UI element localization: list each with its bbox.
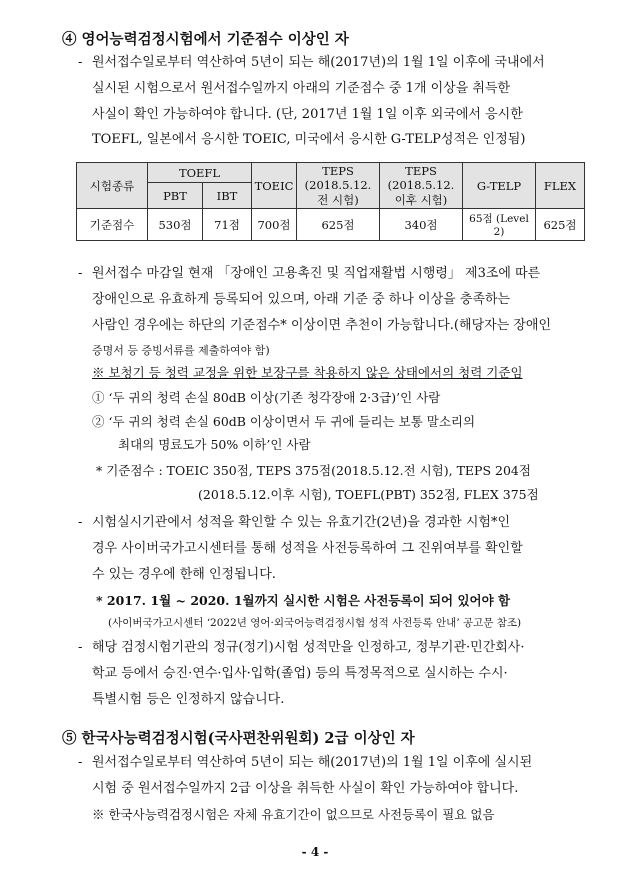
cell-ibt: 71점 — [203, 209, 252, 241]
cell-pbt: 530점 — [148, 209, 203, 241]
header-flex: FLEX — [536, 163, 585, 209]
paragraph-line: 원서접수일로부터 역산하여 5년이 되는 해(2017년)의 1월 1일 이후에 실시된 — [92, 755, 533, 770]
header-teps-before: TEPS (2018.5.12. 전 시험) — [297, 163, 380, 209]
paragraph-line: 사람인 경우에는 하단의 기준점수* 이상이면 추천이 가능합니다.(해당자는 장애인 — [92, 318, 552, 333]
paragraph-line: 경우 사이버국가고시센터를 통해 성적을 사전등록하여 그 진위여부를 확인할 — [92, 541, 523, 556]
criteria-item-1: ① ‘두 귀의 청력 손실 80dB 이상(기존 청각장애 2·3급)’인 사람 — [92, 390, 441, 405]
reference-score-line: * 기준점수 : TOEIC 350점, TEPS 375점(2018.5.12.전 시험), TEPS 204점 — [96, 463, 531, 478]
cell-toeic: 700점 — [252, 209, 297, 241]
paragraph-line: 수 있는 경우에 한해 인정됩니다. — [92, 567, 276, 582]
header-toeic: TOEIC — [252, 163, 297, 209]
paragraph-line: 장애인으로 유효하게 등록되어 있으며, 아래 기준 중 하나 이상을 충족하는 — [92, 292, 511, 307]
section-4-title: ④ 영어능력검정시험에서 기준점수 이상인 자 — [62, 31, 349, 48]
paragraph-line: 특별시험 등은 인정하지 않습니다. — [92, 692, 285, 707]
header-toefl: TOEFL — [148, 163, 252, 183]
paragraph-line: 해당 검정시험기관의 정규(정기)시험 성적만을 인정하고, 정부기관·민간회사· — [92, 640, 525, 655]
pre-registration-note: * 2017. 1월 ~ 2020. 1월까지 실시한 시험은 사전등록이 되어 있어야 함 — [96, 593, 511, 608]
header-exam-type: 시험종류 — [77, 163, 148, 209]
paragraph-line: 사실이 확인 가능하여야 합니다. (단, 2017년 1월 1일 이후 외국에서 응시한 — [92, 107, 523, 122]
bullet-dash: - — [78, 55, 83, 70]
bullet-dash: - — [78, 640, 83, 655]
paragraph-line: 시험실시기관에서 성적을 확인할 수 있는 유효기간(2년)을 경과한 시험*인 — [92, 515, 511, 530]
paragraph-line: 원서접수 마감일 현재 「장애인 고용촉진 및 직업재활법 시행령」 제3조에 따른 — [92, 266, 541, 281]
row-label: 기준점수 — [77, 209, 148, 241]
bullet-dash: - — [78, 515, 83, 530]
section-5-title: ⑤ 한국사능력검정시험(국사편찬위원회) 2급 이상인 자 — [62, 730, 415, 747]
cell-flex: 625점 — [536, 209, 585, 241]
paragraph-line: TOEFL, 일본에서 응시한 TOEIC, 미국에서 응시한 G-TELP성적은 인정됨) — [92, 132, 526, 147]
paragraph-line: 실시된 시험으로서 원서접수일까지 아래의 기준점수 중 1개 이상을 취득한 — [92, 81, 511, 96]
bullet-dash: - — [78, 266, 83, 281]
paragraph-line: 시험 중 원서접수일까지 2급 이상을 취득한 사실이 확인 가능하여야 합니다. — [92, 781, 519, 796]
paragraph-line: 원서접수일로부터 역산하여 5년이 되는 해(2017년)의 1월 1일 이후에 국내에서 — [92, 55, 545, 70]
header-pbt: PBT — [148, 183, 203, 209]
korean-history-note: ※ 한국사능력검정시험은 자체 유효기간이 없으므로 사전등록이 필요 없음 — [92, 807, 495, 822]
header-ibt: IBT — [203, 183, 252, 209]
bullet-dash: - — [78, 755, 83, 770]
criteria-item-2: ② ‘두 귀의 청력 손실 60dB 이상이면서 두 귀에 들리는 보통 말소리의 — [92, 414, 476, 429]
page-number: - 4 - — [301, 845, 329, 859]
cell-gtelp: 65점 (Level 2) — [463, 209, 536, 241]
reference-score-line-cont: (2018.5.12.이후 시험), TOEFL(PBT) 352점, FLEX 375점 — [198, 487, 539, 502]
score-table — [76, 162, 585, 241]
cell-teps-before: 625점 — [297, 209, 380, 241]
paragraph-line: 학교 등에서 승진·연수·입사·입학(졸업) 등의 특정목적으로 실시하는 수시· — [92, 666, 508, 681]
header-teps-after: TEPS (2018.5.12. 이후 시험) — [380, 163, 463, 209]
announcement-reference: (사이버국가고시센터 ‘2022년 영어·외국어능력검정시험 성적 사전등록 안내’ 공고문 참조) — [108, 617, 522, 629]
header-gtelp: G-TELP — [463, 163, 536, 209]
cell-teps-after: 340점 — [380, 209, 463, 241]
hearing-criteria-note: ※ 보청기 등 청력 교정을 위한 보장구를 착용하지 않은 상태에서의 청력 기준임 — [92, 365, 523, 380]
criteria-item-2-cont: 최대의 명료도가 50% 이하’인 사람 — [118, 437, 311, 452]
paragraph-line: 증명서 등 증빙서류를 제출하여야 함) — [92, 344, 270, 357]
